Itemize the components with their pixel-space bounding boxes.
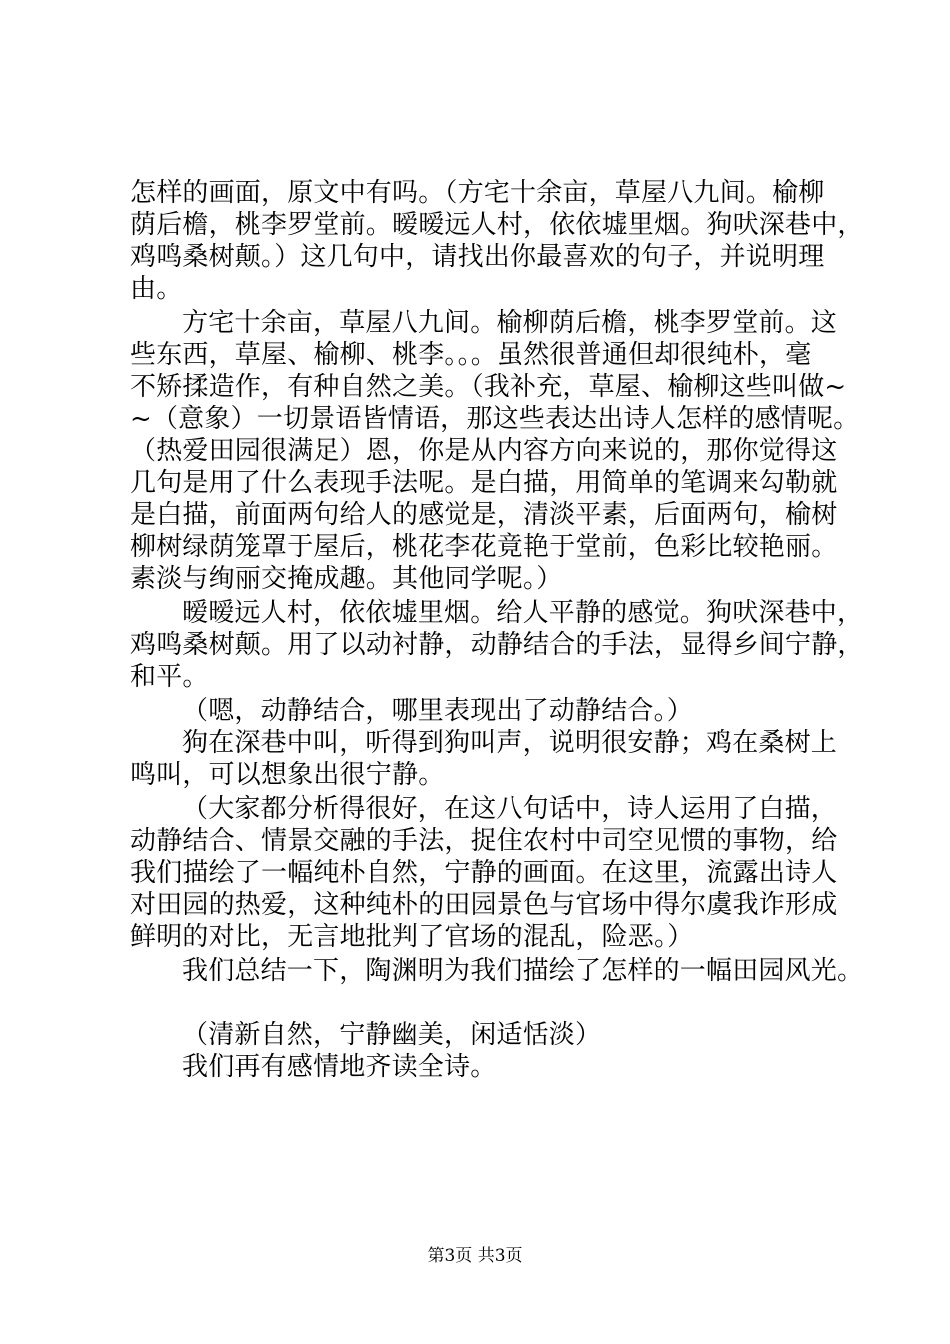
paragraph-start-line: 我们总结一下，陶渊明为我们描绘了怎样的一幅田园风光。: [182, 956, 864, 986]
text-line: 几句是用了什么表现手法呢。是白描，用简单的笔调来勾勒就: [130, 468, 838, 498]
text-line: 鸣叫，可以想象出很宁静。: [130, 760, 445, 790]
text-line: 鸡鸣桑树颠。）这几句中，请找出你最喜欢的句子，并说明理: [130, 242, 825, 272]
text-line: 些东西，草屋、榆柳、桃李。。。虽然很普通但却很纯朴，毫: [130, 340, 812, 370]
text-line: 鸡鸣桑树颠。用了以动衬静，动静结合的手法，显得乡间宁静，: [130, 630, 864, 660]
text-line: 是白描，前面两句给人的感觉是，清淡平素，后面两句，榆树: [130, 500, 838, 530]
text-line: 柳树绿荫笼罩于屋后，桃花李花竟艳于堂前，色彩比较艳丽。: [130, 532, 838, 562]
text-line: 和平。: [130, 662, 209, 692]
page-number-footer: 第3页 共3页: [427, 1246, 523, 1266]
paragraph-start-line: 我们再有感情地齐读全诗。: [182, 1052, 497, 1082]
paragraph-start-line: （大家都分析得很好，在这八句话中，诗人运用了白描，: [182, 794, 838, 824]
paragraph-start-line: （清新自然，宁静幽美，闲适恬淡）: [182, 1020, 602, 1050]
text-line: 由。: [130, 274, 183, 304]
text-line: 不矫揉造作，有种自然之美。（我补充，草屋、榆柳这些叫做~: [130, 372, 847, 402]
text-line: 荫后檐，桃李罗堂前。暧暧远人村，依依墟里烟。狗吠深巷中，: [130, 210, 864, 240]
text-line: ~（意象）一切景语皆情语，那这些表达出诗人怎样的感情呢。: [130, 404, 860, 434]
text-line: 鲜明的对比，无言地批判了官场的混乱，险恶。）: [130, 922, 694, 952]
paragraph-start-line: （嗯，动静结合，哪里表现出了动静结合。）: [182, 696, 694, 726]
text-line: 动静结合、情景交融的手法，捉住农村中司空见惯的事物，给: [130, 826, 838, 856]
paragraph-start-line: 方宅十余亩，草屋八九间。榆柳荫后檐，桃李罗堂前。这: [182, 308, 838, 338]
text-line: 对田园的热爱，这种纯朴的田园景色与官场中得尔虞我诈形成: [130, 890, 838, 920]
text-line: 怎样的画面，原文中有吗。（方宅十余亩，草屋八九间。榆柳: [130, 178, 825, 208]
text-line: （热爱田园很满足）恩，你是从内容方向来说的，那你觉得这: [130, 436, 838, 466]
text-line: 我们描绘了一幅纯朴自然，宁静的画面。在这里，流露出诗人: [130, 858, 838, 888]
paragraph-start-line: 狗在深巷中叫，听得到狗叫声，说明很安静；鸡在桑树上: [182, 728, 838, 758]
text-line: 素淡与绚丽交掩成趣。其他同学呢。）: [130, 564, 563, 594]
paragraph-start-line: 暧暧远人村，依依墟里烟。给人平静的感觉。狗吠深巷中，: [182, 598, 864, 628]
